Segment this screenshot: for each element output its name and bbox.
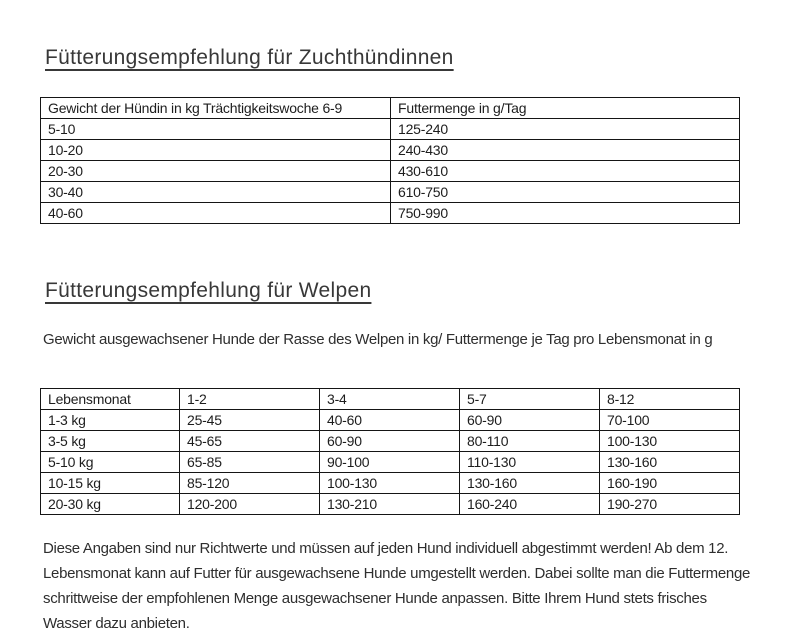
table-cell: 30-40 <box>41 182 391 203</box>
table-cell: 60-90 <box>320 431 460 452</box>
table-cell: 45-65 <box>180 431 320 452</box>
table-cell: 610-750 <box>391 182 740 203</box>
table-cell: 40-60 <box>320 410 460 431</box>
table-header-row <box>41 389 740 410</box>
table-cell: 1-3 kg <box>41 410 180 431</box>
table-row <box>41 161 740 182</box>
table-cell: 60-90 <box>460 410 600 431</box>
table-cell: 10-15 kg <box>41 473 180 494</box>
table-row <box>41 410 740 431</box>
zuchthuendinnen-table <box>40 97 740 224</box>
table-cell: 130-160 <box>460 473 600 494</box>
table-cell: 750-990 <box>391 203 740 224</box>
heading-zuchthuendinnen: Fütterungsempfehlung für Zuchthündinnen <box>45 46 454 69</box>
table-row <box>41 494 740 515</box>
table-header-cell: 5-7 <box>460 389 600 410</box>
table-cell: 25-45 <box>180 410 320 431</box>
table-cell: 110-130 <box>460 452 600 473</box>
table-cell: 190-270 <box>600 494 740 515</box>
welpen-table <box>40 388 740 515</box>
heading-welpen: Fütterungsempfehlung für Welpen <box>45 279 372 302</box>
table-header-cell: 1-2 <box>180 389 320 410</box>
table-header-cell: 8-12 <box>600 389 740 410</box>
table-cell: 100-130 <box>600 431 740 452</box>
table-cell: 130-210 <box>320 494 460 515</box>
table-cell: 20-30 <box>41 161 391 182</box>
table-cell: 5-10 kg <box>41 452 180 473</box>
table-header-row <box>41 98 740 119</box>
table-cell: 120-200 <box>180 494 320 515</box>
table-row <box>41 452 740 473</box>
table-cell: 130-160 <box>600 452 740 473</box>
table-cell: 10-20 <box>41 140 391 161</box>
table-cell: 80-110 <box>460 431 600 452</box>
table-cell: 90-100 <box>320 452 460 473</box>
table-row <box>41 431 740 452</box>
table-cell: 5-10 <box>41 119 391 140</box>
table-cell: 160-240 <box>460 494 600 515</box>
table-row <box>41 140 740 161</box>
footer-note-text: Diese Angaben sind nur Richtwerte und müssen auf jeden Hund individuell abgestimmt werden! Ab dem 12. Lebensmonat kann auf Futter für ausgewachsene Hunde umgestellt werden. Dabei sollte man die Futtermenge schrittweise der empfohlenen Menge ausgewachsener Hunde anpassen. Bitte Ihrem Hund stets frisches Wasser dazu anbieten. <box>43 540 751 632</box>
table-cell: 20-30 kg <box>41 494 180 515</box>
table-row <box>41 473 740 494</box>
table-row <box>41 203 740 224</box>
table-cell: 70-100 <box>600 410 740 431</box>
table-header-cell: Lebensmonat <box>41 389 180 410</box>
table-row <box>41 182 740 203</box>
table-cell: 3-5 kg <box>41 431 180 452</box>
table-cell: 65-85 <box>180 452 320 473</box>
table-header-cell: Gewicht der Hündin in kg Trächtigkeitswoche 6-9 <box>41 98 391 119</box>
table-header-cell: Futtermenge in g/Tag <box>391 98 740 119</box>
table-row <box>41 119 740 140</box>
table-cell: 85-120 <box>180 473 320 494</box>
table-cell: 240-430 <box>391 140 740 161</box>
table-cell: 160-190 <box>600 473 740 494</box>
table-cell: 125-240 <box>391 119 740 140</box>
welpen-intro-text: Gewicht ausgewachsener Hunde der Rasse des Welpen in kg/ Futtermenge je Tag pro Lebensmonat in g <box>43 331 713 348</box>
table-cell: 100-130 <box>320 473 460 494</box>
table-header-cell: 3-4 <box>320 389 460 410</box>
table-cell: 430-610 <box>391 161 740 182</box>
table-cell: 40-60 <box>41 203 391 224</box>
